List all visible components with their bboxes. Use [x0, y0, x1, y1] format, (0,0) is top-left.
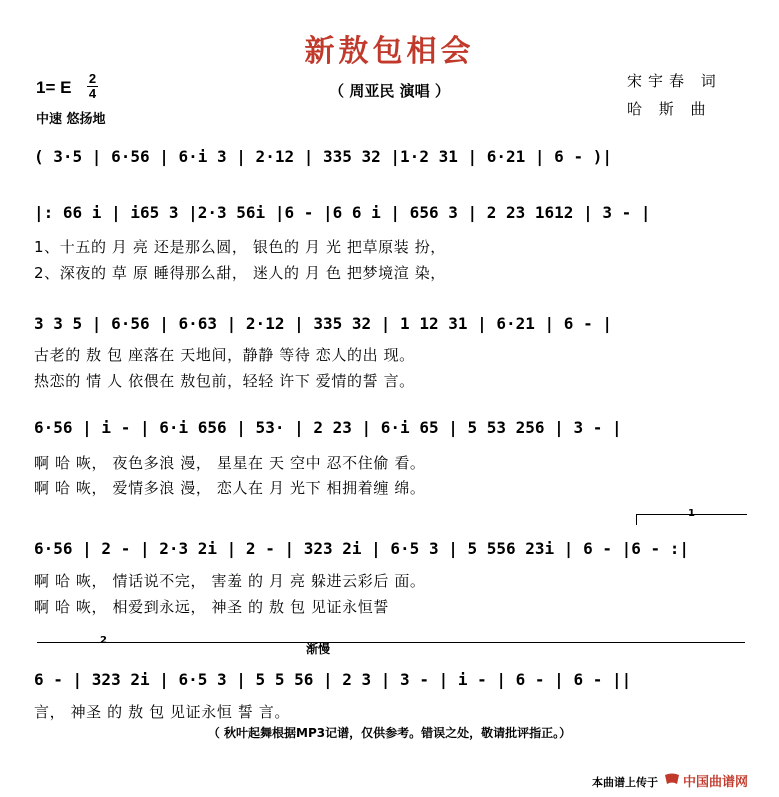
transcription-note: （ 秋叶起舞根据MP3记谱，仅供参考。错误之处，敬请批评指正。） — [207, 726, 572, 740]
site-logo-icon — [664, 772, 680, 786]
lyric-row-1-verse-2: 2、深夜的 草 原 睡得那么甜， 迷人的 月 色 把梦境渲 染， — [34, 264, 446, 282]
lyric-row-3-verse-2: 啊 哈 咴， 爱情多浪 漫， 恋人在 月 光下 相拥着缠 绵。 — [34, 479, 426, 497]
time-signature — [87, 72, 98, 101]
key-signature: 1= E — [36, 78, 72, 97]
lyric-row-2-verse-1: 古老的 敖 包 座落在 天地间，静静 等待 恋人的出 现。 — [34, 346, 415, 364]
volta-number-2: 2 — [100, 635, 107, 646]
notation-row-intro: ( 3·5 | 6·56 | 6·i 3 | 2·12 | 335 32 |1·2 31 | 6·21 | 6 - )| — [34, 147, 612, 166]
notation-row-3: 6·56 | i - | 6·i 656 | 53· | 2 23 | 6·i 65 | 5 53 256 | 3 - | — [34, 418, 622, 437]
lyric-row-4-verse-2: 啊 哈 咴， 相爱到永远， 神圣 的 敖 包 见证永恒誓 — [34, 598, 389, 616]
lyricist-credit: 宋宇春 词 — [627, 72, 722, 90]
lyric-row-5-verse-1: 言， 神圣 的 敖 包 见证永恒 誓 言。 — [34, 703, 290, 721]
time-sig-bottom: 4 — [88, 86, 97, 101]
lyric-row-4-verse-1: 啊 哈 咴， 情话说不完， 害羞 的 月 亮 躲进云彩后 面。 — [34, 572, 426, 590]
composer-credit: 哈 斯 曲 — [627, 100, 712, 118]
site-name-link[interactable]: 中国曲谱网 — [683, 775, 749, 790]
volta-number-1: 1 — [688, 508, 695, 519]
lyric-row-2-verse-2: 热恋的 情 人 依偎在 敖包前，轻轻 许下 爱情的誓 言。 — [34, 372, 415, 390]
slow-marking: 渐慢 — [306, 642, 331, 656]
upload-text: 本曲谱上传于 — [592, 776, 658, 789]
tempo-marking: 中速 悠扬地 — [36, 112, 106, 127]
notation-row-2: 3 3 5 | 6·56 | 6·63 | 2·12 | 335 32 | 1 12 31 | 6·21 | 6 - | — [34, 314, 612, 333]
time-sig-top: 2 — [88, 71, 97, 86]
notation-row-5: 6 - | 323 2i | 6·5 3 | 5 5 56 | 2 3 | 3 - | i - | 6 - | 6 - || — [34, 670, 632, 689]
notation-row-4: 6·56 | 2 - | 2·3 2i | 2 - | 323 2i | 6·5 3 | 5 556 23i | 6 - |6 - :| — [34, 539, 690, 558]
singer-credit: （ 周亚民 演唱 ） — [329, 82, 450, 100]
song-title: 新敖包相会 — [304, 34, 475, 69]
notation-row-1: |: 66 i | i65 3 |2·3 56i |6 - |6 6 i | 656 3 | 2 23 1612 | 3 - | — [34, 203, 651, 222]
volta-bracket-2 — [37, 642, 745, 653]
lyric-row-1-verse-1: 1、十五的 月 亮 还是那么圆， 银色的 月 光 把草原装 扮， — [34, 238, 446, 256]
lyric-row-3-verse-1: 啊 哈 咴， 夜色多浪 漫， 星星在 天 空中 忍不住偷 看。 — [34, 454, 426, 472]
